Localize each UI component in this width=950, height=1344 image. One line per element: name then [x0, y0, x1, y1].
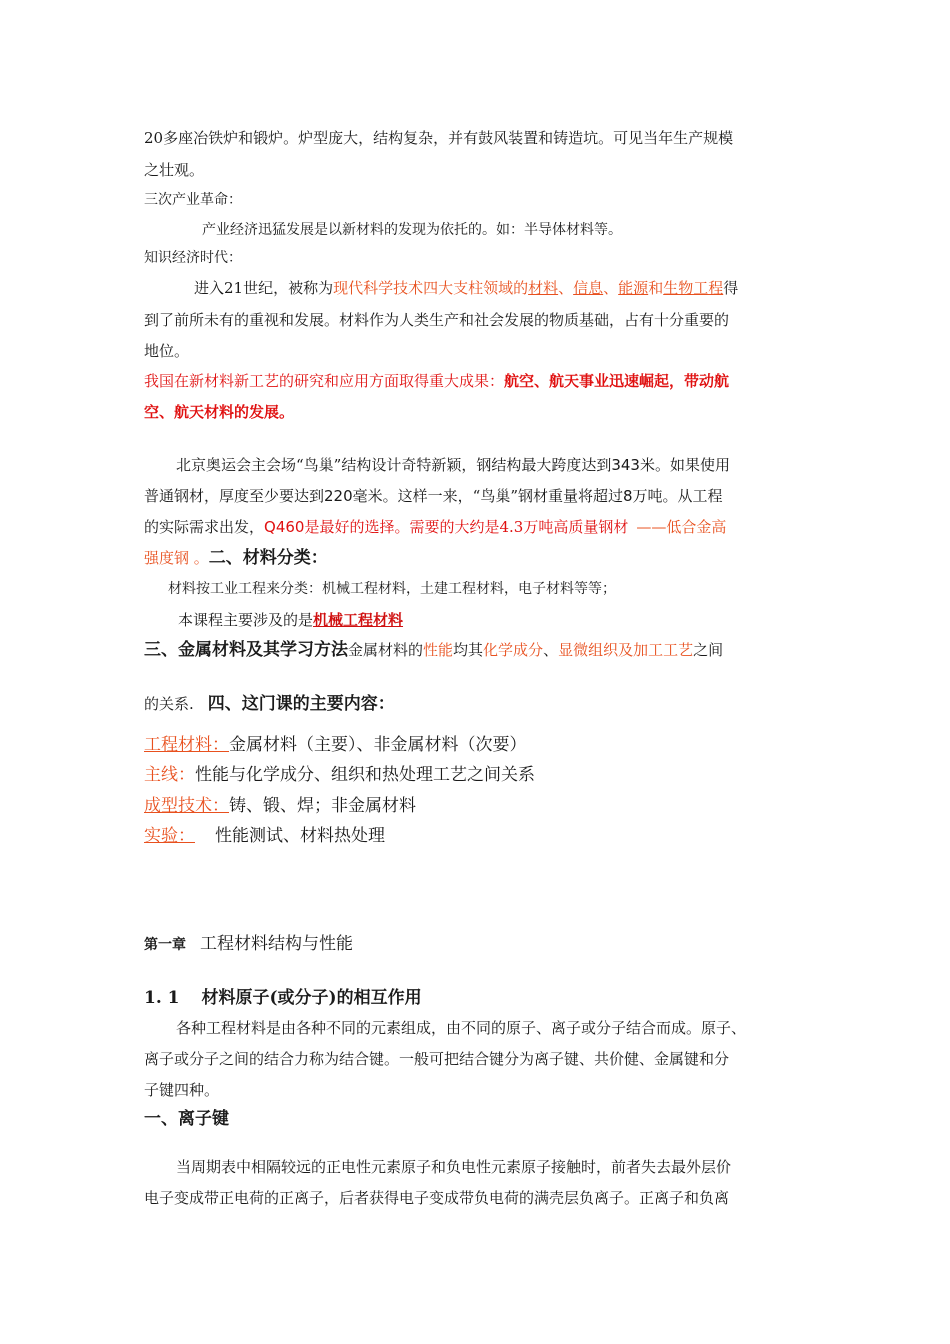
- text-span: 普通钢材，厚度至少要达到: [144, 487, 325, 505]
- highlight-text: 航空、航天事业迅速崛起，带动航: [504, 372, 730, 390]
- text-span: 的实际需求出发，: [144, 518, 265, 536]
- steel-grade: Q460: [264, 518, 305, 536]
- section-heading-3: 三、金属材料及其学习方法: [144, 640, 348, 660]
- achievement-line-1: [144, 371, 729, 391]
- birds-nest-line-3: [144, 517, 726, 537]
- course-scope-line: [178, 610, 403, 630]
- content-label: 工程材料：: [144, 735, 229, 755]
- link-materials[interactable]: 材料: [528, 279, 559, 297]
- text-span: 的关系.: [144, 695, 194, 713]
- highlight-text: 性能: [423, 641, 454, 659]
- content-item: [144, 765, 535, 785]
- birds-nest-line-4: [144, 548, 328, 568]
- text-span: 、: [603, 279, 619, 297]
- link-energy[interactable]: 能源: [618, 279, 649, 297]
- paragraph-line: 20多座冶铁炉和锻炉。炉型庞大，结构复杂，并有鼓风装置和铸造坑。可见当年生产规模: [144, 129, 734, 147]
- text-span: 、: [558, 279, 574, 297]
- metal-line-2: [144, 694, 395, 714]
- content-item: [144, 796, 416, 816]
- text-span: 进入21世纪，被称为: [194, 279, 334, 297]
- industrial-revolution-heading: 三次产业革命：: [144, 192, 242, 208]
- text-span: 金属材料的: [348, 641, 424, 659]
- paragraph-line: 电子变成带正电荷的正离子，后者获得电子变成带负电荷的满壳层负离子。正离子和负离: [144, 1189, 730, 1207]
- section-heading: [144, 988, 422, 1008]
- text-span: 毫米。这样一来，“鸟巢”钢材重量将超过: [352, 487, 623, 505]
- metal-line-1: [144, 640, 723, 660]
- content-text: 性能测试、材料热处理: [215, 826, 385, 846]
- text-span: 、: [543, 641, 559, 659]
- classification-text: 材料按工业工程来分类：机械工程材料，土建工程材料，电子材料等等；: [168, 581, 616, 597]
- paragraph-line: 各种工程材料是由各种不同的元素组成，由不同的原子、离子或分子结合而成。原子、: [176, 1019, 747, 1037]
- chapter-heading: [144, 934, 353, 955]
- number-span: 4.3: [499, 518, 524, 536]
- content-text: 性能与化学成分、组织和热处理工艺之间关系: [195, 765, 535, 785]
- section-number: 1. 1: [144, 988, 180, 1008]
- highlight-text: 化学成分: [483, 641, 544, 659]
- text-span: 均其: [453, 641, 484, 659]
- chapter-title: 工程材料结构与性能: [200, 934, 353, 954]
- content-label: 主线：: [144, 765, 195, 785]
- content-text: 金属材料（主要）、非金属材料（次要）: [229, 735, 527, 755]
- number-span: 8: [623, 487, 633, 505]
- paragraph-line: 子键四种。: [144, 1081, 220, 1099]
- section-title: 材料原子(或分子)的相互作用: [201, 988, 422, 1008]
- highlight-text: 万吨高质量钢材: [523, 518, 629, 536]
- highlight-text: ——低合金高: [636, 518, 727, 536]
- text-span: 北京奥运会主会场“鸟巢”结构设计奇特新颖，钢结构最大跨度达到: [176, 456, 612, 474]
- paragraph-line: 地位。: [144, 342, 190, 360]
- content-item: [144, 826, 385, 846]
- link-mechanical-materials[interactable]: 机械工程材料: [313, 611, 404, 629]
- text-span: 本课程主要涉及的是: [178, 611, 314, 629]
- content-label: 实验：: [144, 826, 195, 846]
- paragraph-line: 到了前所未有的重视和发展。材料作为人类生产和社会发展的物质基础，占有十分重要的: [144, 311, 730, 329]
- text-span: 之间: [693, 641, 724, 659]
- text-span: 米。如果使用: [639, 456, 730, 474]
- section-heading-2: 二、材料分类：: [208, 548, 328, 568]
- highlight-text: 显微组织及加工工艺: [558, 641, 694, 659]
- number-span: 220: [324, 487, 353, 505]
- achievement-line-2: 空、航天材料的发展。: [144, 403, 295, 421]
- knowledge-economy-line-1: [194, 278, 738, 298]
- highlight-text: 强度钢 。: [144, 549, 209, 567]
- content-label: 成型技术：: [144, 796, 229, 816]
- link-information[interactable]: 信息: [573, 279, 604, 297]
- chapter-number: 第一章: [144, 937, 186, 953]
- content-text: 铸、锻、焊；非金属材料: [229, 796, 416, 816]
- number-span: 343: [611, 456, 640, 474]
- link-bioengineering[interactable]: 生物工程: [663, 279, 724, 297]
- text-span: 万吨。从工程: [632, 487, 723, 505]
- industrial-revolution-text: 产业经济迅猛发展是以新材料的发现为依托的。如：半导体材料等。: [202, 222, 622, 238]
- paragraph-line: 当周期表中相隔较远的正电性元素原子和负电性元素原子接触时，前者失去最外层价: [176, 1158, 732, 1176]
- text-span: 得: [723, 279, 739, 297]
- birds-nest-line-1: [176, 455, 730, 475]
- highlight-text: 现代科学技术四大支柱领域的: [333, 279, 529, 297]
- ionic-bond-heading: 一、离子键: [144, 1109, 229, 1129]
- knowledge-economy-heading: 知识经济时代：: [144, 250, 242, 266]
- section-heading-4: 四、这门课的主要内容：: [207, 694, 395, 714]
- paragraph-line: 之壮观。: [144, 161, 205, 179]
- text-span: 和: [648, 279, 664, 297]
- paragraph-line: 离子或分子之间的结合力称为结合键。一般可把结合键分为离子键、共价健、金属键和分: [144, 1050, 730, 1068]
- birds-nest-line-2: [144, 486, 723, 506]
- content-item: [144, 735, 527, 755]
- highlight-text: 我国在新材料新工艺的研究和应用方面取得重大成果：: [144, 372, 505, 390]
- highlight-text: 是最好的选择。需要的大约是: [304, 518, 500, 536]
